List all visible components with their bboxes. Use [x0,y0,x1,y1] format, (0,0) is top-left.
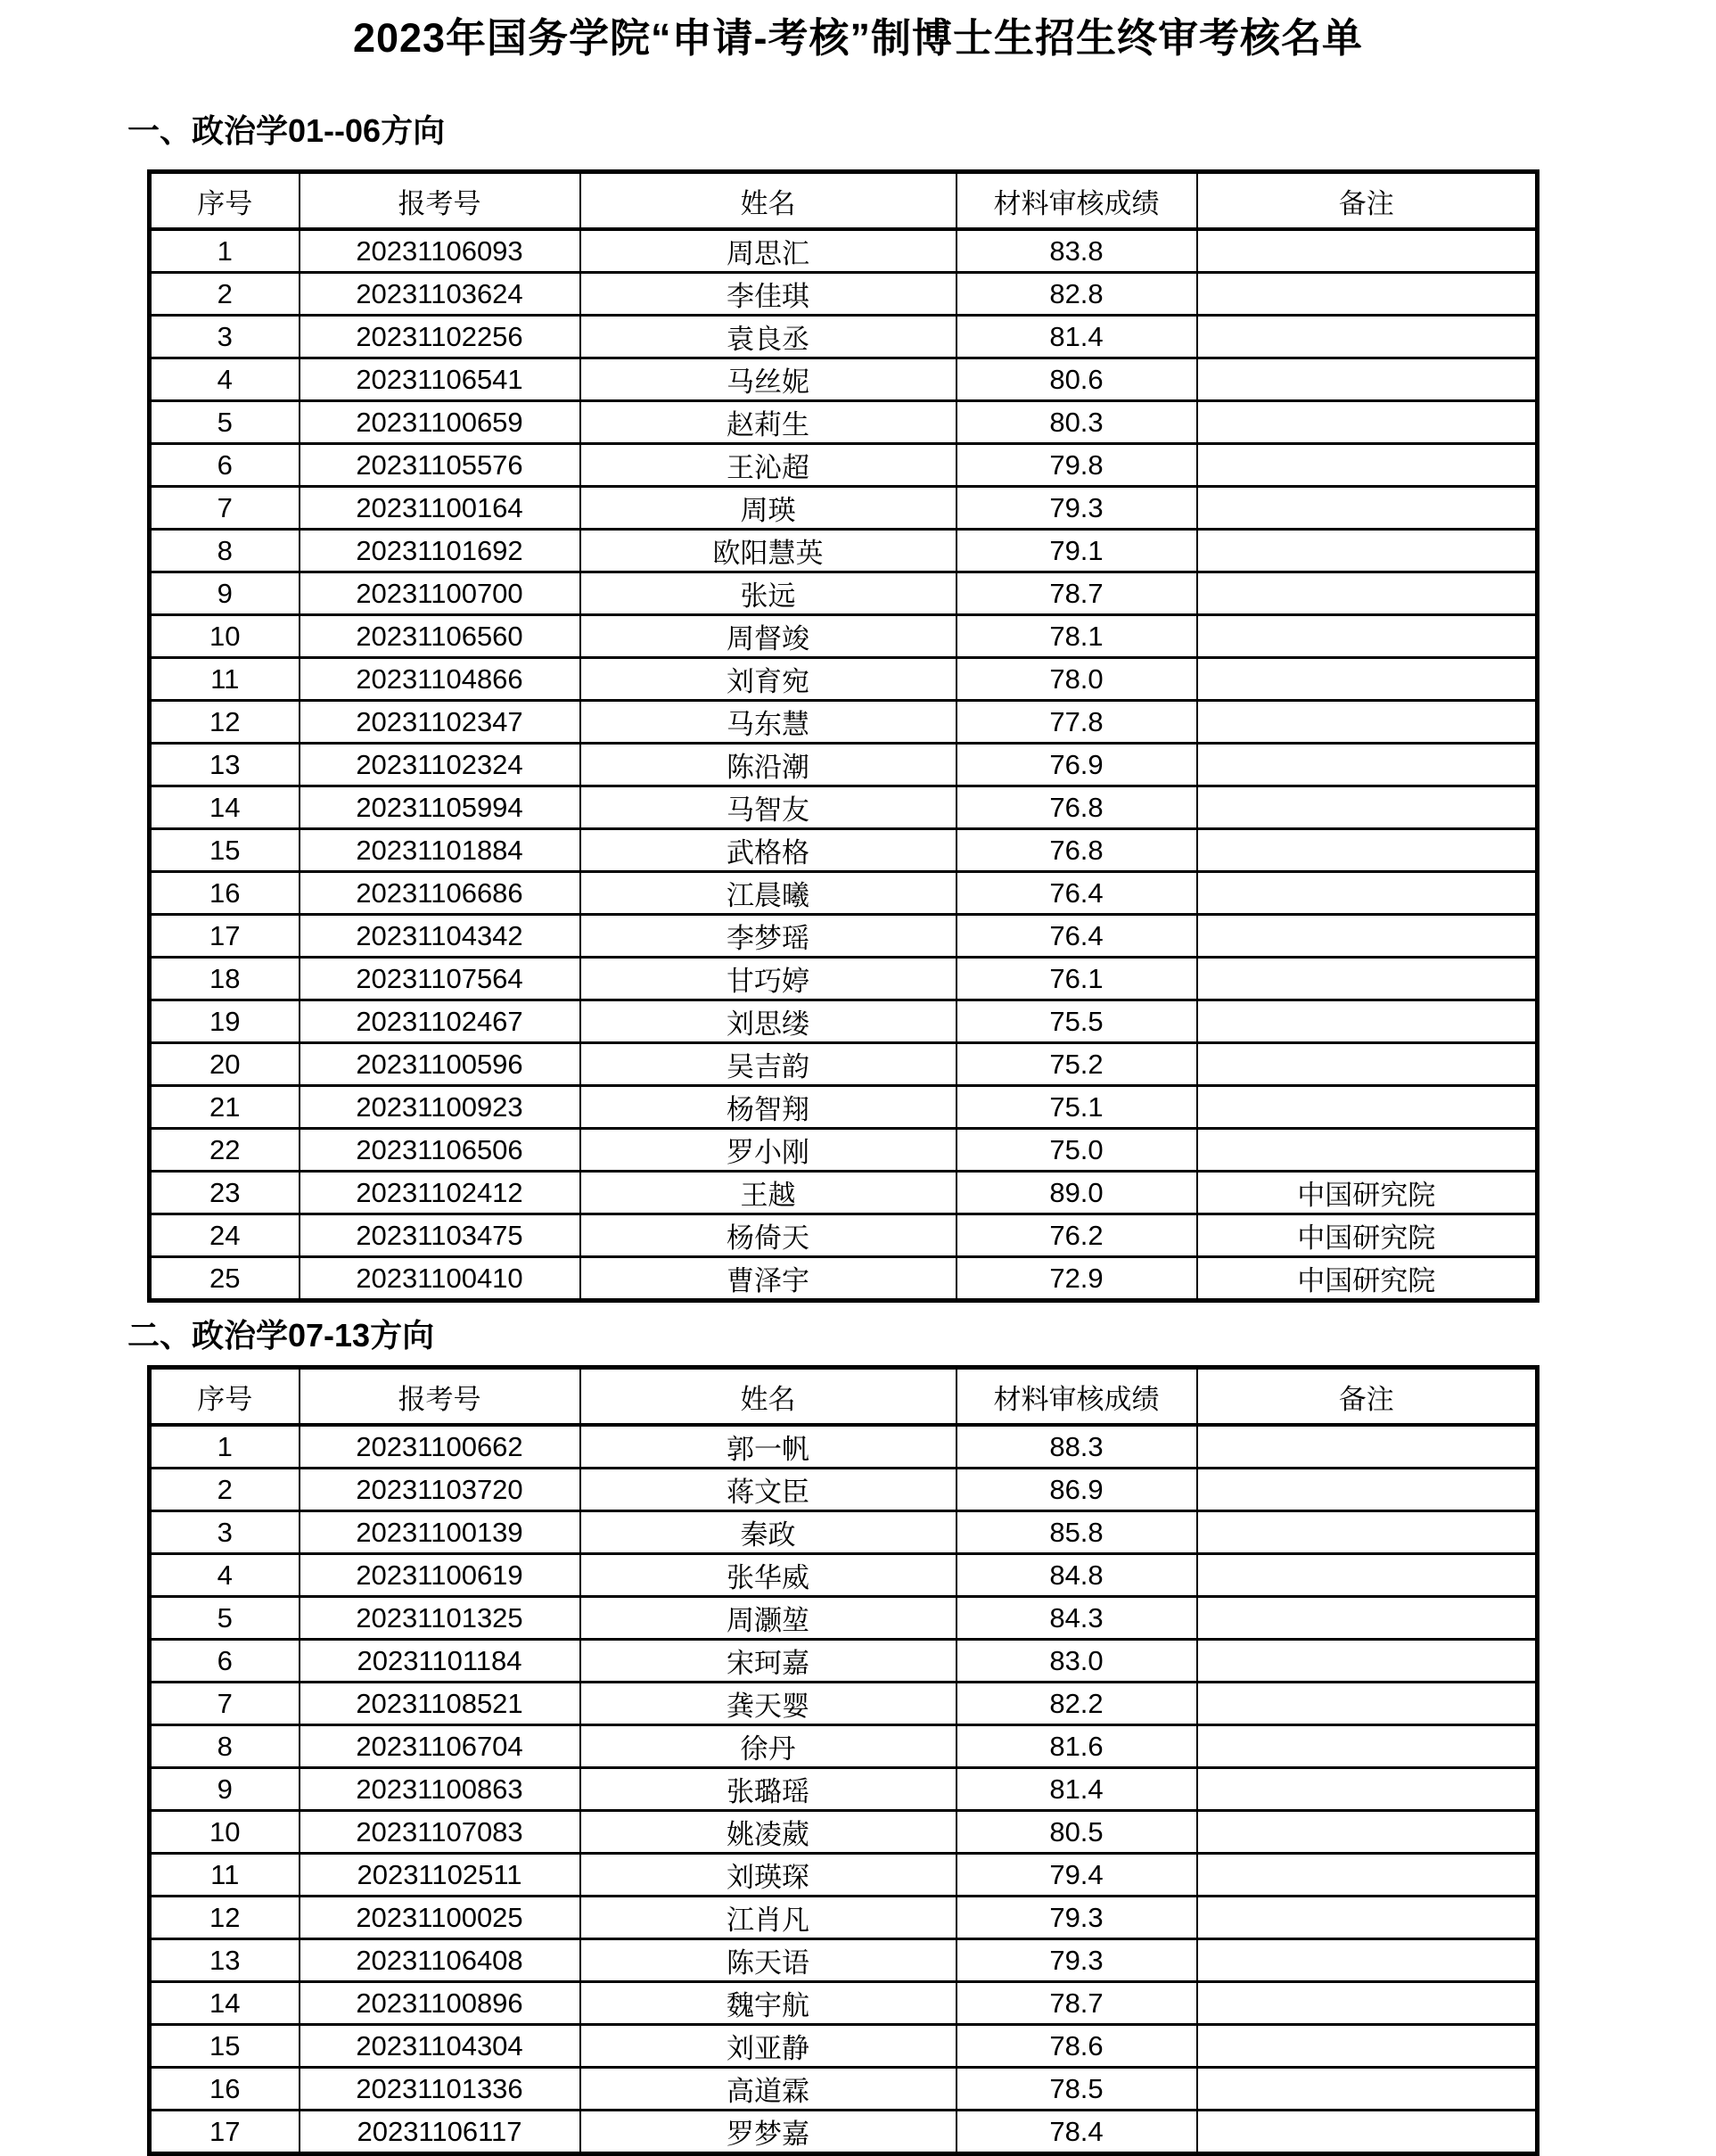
score-cell: 78.7 [957,1982,1197,2025]
application-number-cell: 20231100659 [300,401,580,444]
row-number-cell: 24 [150,1214,300,1257]
note-cell [1197,1425,1538,1469]
row-number-cell: 5 [150,1597,300,1640]
note-cell [1197,1854,1538,1897]
score-cell: 78.4 [957,2111,1197,2154]
note-cell [1197,872,1538,915]
note-cell: 中国研究院 [1197,1257,1538,1301]
score-cell: 80.6 [957,358,1197,401]
application-number-cell: 20231106117 [300,2111,580,2154]
application-number-cell: 20231104304 [300,2025,580,2068]
name-cell: 魏宇航 [580,1982,957,2025]
name-cell: 周督竣 [580,615,957,658]
application-number-cell: 20231102511 [300,1854,580,1897]
header-score: 材料审核成绩 [957,1368,1197,1426]
note-cell [1197,530,1538,572]
note-cell [1197,1000,1538,1043]
application-number-cell: 20231106686 [300,872,580,915]
name-cell: 高道霖 [580,2068,957,2111]
table-row [150,1854,1538,1897]
score-cell: 76.8 [957,829,1197,872]
application-number-cell: 20231105576 [300,444,580,487]
score-cell: 76.1 [957,958,1197,1000]
score-cell: 79.3 [957,1939,1197,1982]
name-cell: 欧阳慧英 [580,530,957,572]
row-number-cell: 5 [150,401,300,444]
name-cell: 宋珂嘉 [580,1640,957,1683]
score-cell: 88.3 [957,1425,1197,1469]
name-cell: 刘亚静 [580,2025,957,2068]
application-number-cell: 20231101184 [300,1640,580,1683]
application-number-cell: 20231102467 [300,1000,580,1043]
name-cell: 李佳琪 [580,273,957,316]
application-number-cell: 20231103624 [300,273,580,316]
application-number-cell: 20231100923 [300,1086,580,1129]
application-number-cell: 20231106506 [300,1129,580,1172]
name-cell: 罗梦嘉 [580,2111,957,2154]
row-number-cell: 8 [150,1725,300,1768]
table-row [150,1469,1538,1511]
score-cell: 89.0 [957,1172,1197,1214]
table-row [150,1939,1538,1982]
name-cell: 蒋文臣 [580,1469,957,1511]
name-cell: 杨智翔 [580,1086,957,1129]
header-name: 姓名 [580,1368,957,1426]
name-cell: 徐丹 [580,1725,957,1768]
roster-table-1 [147,169,1539,1303]
application-number-cell: 20231103475 [300,1214,580,1257]
row-number-cell: 14 [150,786,300,829]
row-number-cell: 20 [150,1043,300,1086]
table-row [150,1086,1538,1129]
application-number-cell: 20231102347 [300,701,580,744]
table-row [150,316,1538,358]
score-cell: 78.7 [957,572,1197,615]
note-cell [1197,2111,1538,2154]
score-cell: 85.8 [957,1511,1197,1554]
table-row [150,829,1538,872]
table-row [150,487,1538,530]
table-row [150,444,1538,487]
name-cell: 刘育宛 [580,658,957,701]
name-cell: 袁良丞 [580,316,957,358]
header-score: 材料审核成绩 [957,172,1197,230]
section-heading-1: 一、政治学01--06方向 [127,112,446,149]
row-number-cell: 1 [150,229,300,273]
name-cell: 赵莉生 [580,401,957,444]
note-cell [1197,1043,1538,1086]
score-cell: 81.6 [957,1725,1197,1768]
score-cell: 83.8 [957,229,1197,273]
score-cell: 78.5 [957,2068,1197,2111]
score-cell: 82.2 [957,1683,1197,1725]
row-number-cell: 19 [150,1000,300,1043]
header-name: 姓名 [580,172,957,230]
row-number-cell: 6 [150,444,300,487]
table-row [150,1811,1538,1854]
name-cell: 江晨曦 [580,872,957,915]
row-number-cell: 17 [150,915,300,958]
note-cell [1197,915,1538,958]
score-cell: 72.9 [957,1257,1197,1301]
row-number-cell: 17 [150,2111,300,2154]
name-cell: 曹泽宇 [580,1257,957,1301]
page-title: 2023年国务学院“申请-考核”制博士生招生终审考核名单 [352,15,1364,61]
application-number-cell: 20231100662 [300,1425,580,1469]
row-number-cell: 10 [150,1811,300,1854]
score-cell: 79.3 [957,1897,1197,1939]
note-cell [1197,829,1538,872]
application-number-cell: 20231106541 [300,358,580,401]
table-row [150,1425,1538,1469]
roster-table-2 [147,1365,1539,2156]
name-cell: 马丝妮 [580,358,957,401]
name-cell: 张华威 [580,1554,957,1597]
table-row [150,1768,1538,1811]
score-cell: 75.5 [957,1000,1197,1043]
application-number-cell: 20231101884 [300,829,580,872]
note-cell [1197,701,1538,744]
application-number-cell: 20231107564 [300,958,580,1000]
application-number-cell: 20231100619 [300,1554,580,1597]
row-number-cell: 11 [150,1854,300,1897]
name-cell: 吴吉韵 [580,1043,957,1086]
table-row [150,1129,1538,1172]
score-cell: 76.4 [957,872,1197,915]
row-number-cell: 2 [150,273,300,316]
note-cell [1197,1683,1538,1725]
name-cell: 张远 [580,572,957,615]
section-heading-2: 二、政治学07-13方向 [127,1317,435,1354]
row-number-cell: 25 [150,1257,300,1301]
table-row [150,1214,1538,1257]
name-cell: 周思汇 [580,229,957,273]
table-row [150,572,1538,615]
row-number-cell: 7 [150,487,300,530]
table-row [150,1043,1538,1086]
note-cell [1197,273,1538,316]
score-cell: 77.8 [957,701,1197,744]
application-number-cell: 20231103720 [300,1469,580,1511]
note-cell: 中国研究院 [1197,1172,1538,1214]
header-index: 序号 [150,172,300,230]
table-row [150,1597,1538,1640]
row-number-cell: 21 [150,1086,300,1129]
score-cell: 79.8 [957,444,1197,487]
note-cell [1197,615,1538,658]
application-number-cell: 20231100410 [300,1257,580,1301]
score-cell: 76.2 [957,1214,1197,1257]
name-cell: 陈天语 [580,1939,957,1982]
note-cell [1197,1811,1538,1854]
score-cell: 83.0 [957,1640,1197,1683]
application-number-cell: 20231104342 [300,915,580,958]
row-number-cell: 14 [150,1982,300,2025]
row-number-cell: 9 [150,1768,300,1811]
name-cell: 姚凌葳 [580,1811,957,1854]
note-cell [1197,1640,1538,1683]
row-number-cell: 11 [150,658,300,701]
table-header-row [150,1368,1538,1426]
application-number-cell: 20231106408 [300,1939,580,1982]
application-number-cell: 20231105994 [300,786,580,829]
application-number-cell: 20231102324 [300,744,580,786]
name-cell: 张璐瑶 [580,1768,957,1811]
table-row [150,872,1538,915]
score-cell: 79.1 [957,530,1197,572]
note-cell [1197,1597,1538,1640]
row-number-cell: 10 [150,615,300,658]
row-number-cell: 18 [150,958,300,1000]
row-number-cell: 7 [150,1683,300,1725]
table-row [150,2025,1538,2068]
header-note: 备注 [1197,172,1538,230]
score-cell: 76.9 [957,744,1197,786]
note-cell [1197,1086,1538,1129]
row-number-cell: 3 [150,1511,300,1554]
row-number-cell: 9 [150,572,300,615]
score-cell: 84.8 [957,1554,1197,1597]
score-cell: 81.4 [957,1768,1197,1811]
application-number-cell: 20231100596 [300,1043,580,1086]
name-cell: 刘思缕 [580,1000,957,1043]
name-cell: 马东慧 [580,701,957,744]
application-number-cell: 20231106704 [300,1725,580,1768]
row-number-cell: 4 [150,1554,300,1597]
table-row [150,1511,1538,1554]
note-cell [1197,1129,1538,1172]
application-number-cell: 20231100025 [300,1897,580,1939]
score-cell: 79.4 [957,1854,1197,1897]
note-cell [1197,1939,1538,1982]
score-cell: 78.6 [957,2025,1197,2068]
note-cell [1197,1897,1538,1939]
score-cell: 84.3 [957,1597,1197,1640]
application-number-cell: 20231101325 [300,1597,580,1640]
score-cell: 76.4 [957,915,1197,958]
score-cell: 86.9 [957,1469,1197,1511]
table-row [150,2111,1538,2154]
name-cell: 王沁超 [580,444,957,487]
row-number-cell: 8 [150,530,300,572]
score-cell: 80.3 [957,401,1197,444]
name-cell: 甘巧婷 [580,958,957,1000]
name-cell: 龚天婴 [580,1683,957,1725]
table-row [150,1172,1538,1214]
application-number-cell: 20231104866 [300,658,580,701]
row-number-cell: 12 [150,1897,300,1939]
table-row [150,701,1538,744]
application-number-cell: 20231106093 [300,229,580,273]
table-row [150,229,1538,273]
name-cell: 陈沿潮 [580,744,957,786]
name-cell: 刘瑛琛 [580,1854,957,1897]
note-cell [1197,444,1538,487]
name-cell: 马智友 [580,786,957,829]
table-row [150,1725,1538,1768]
score-cell: 76.8 [957,786,1197,829]
row-number-cell: 13 [150,744,300,786]
note-cell [1197,1768,1538,1811]
row-number-cell: 22 [150,1129,300,1172]
note-cell [1197,358,1538,401]
table-row [150,915,1538,958]
name-cell: 李梦瑶 [580,915,957,958]
note-cell [1197,744,1538,786]
name-cell: 杨倚天 [580,1214,957,1257]
note-cell [1197,1511,1538,1554]
row-number-cell: 2 [150,1469,300,1511]
note-cell [1197,316,1538,358]
application-number-cell: 20231102412 [300,1172,580,1214]
note-cell [1197,2025,1538,2068]
score-cell: 81.4 [957,316,1197,358]
name-cell: 郭一帆 [580,1425,957,1469]
name-cell: 周瑛 [580,487,957,530]
row-number-cell: 13 [150,1939,300,1982]
table-row [150,958,1538,1000]
name-cell: 罗小刚 [580,1129,957,1172]
score-cell: 75.0 [957,1129,1197,1172]
header-index: 序号 [150,1368,300,1426]
table-row [150,1982,1538,2025]
application-number-cell: 20231101336 [300,2068,580,2111]
score-cell: 75.2 [957,1043,1197,1086]
table-row [150,1554,1538,1597]
application-number-cell: 20231107083 [300,1811,580,1854]
note-cell [1197,958,1538,1000]
row-number-cell: 23 [150,1172,300,1214]
note-cell [1197,229,1538,273]
table-row [150,1683,1538,1725]
score-cell: 78.1 [957,615,1197,658]
application-number-cell: 20231106560 [300,615,580,658]
note-cell [1197,572,1538,615]
name-cell: 秦政 [580,1511,957,1554]
table-row [150,530,1538,572]
score-cell: 78.0 [957,658,1197,701]
header-application-number: 报考号 [300,1368,580,1426]
row-number-cell: 15 [150,829,300,872]
table-row [150,273,1538,316]
table-row [150,658,1538,701]
score-cell: 75.1 [957,1086,1197,1129]
note-cell [1197,1554,1538,1597]
table-row [150,1640,1538,1683]
note-cell [1197,487,1538,530]
name-cell: 武格格 [580,829,957,872]
table-row [150,786,1538,829]
row-number-cell: 16 [150,2068,300,2111]
score-cell: 79.3 [957,487,1197,530]
score-cell: 80.5 [957,1811,1197,1854]
name-cell: 王越 [580,1172,957,1214]
table-row [150,2068,1538,2111]
application-number-cell: 20231101692 [300,530,580,572]
application-number-cell: 20231100164 [300,487,580,530]
note-cell [1197,401,1538,444]
note-cell [1197,658,1538,701]
note-cell [1197,2068,1538,2111]
header-application-number: 报考号 [300,172,580,230]
application-number-cell: 20231102256 [300,316,580,358]
row-number-cell: 4 [150,358,300,401]
table-row [150,401,1538,444]
table-row [150,1257,1538,1301]
application-number-cell: 20231100863 [300,1768,580,1811]
score-cell: 82.8 [957,273,1197,316]
row-number-cell: 1 [150,1425,300,1469]
application-number-cell: 20231100139 [300,1511,580,1554]
table-header-row [150,172,1538,230]
row-number-cell: 15 [150,2025,300,2068]
table-row [150,615,1538,658]
name-cell: 江肖凡 [580,1897,957,1939]
application-number-cell: 20231100700 [300,572,580,615]
note-cell [1197,1469,1538,1511]
note-cell: 中国研究院 [1197,1214,1538,1257]
header-note: 备注 [1197,1368,1538,1426]
table-row [150,744,1538,786]
table-row [150,1897,1538,1939]
table-row [150,358,1538,401]
row-number-cell: 6 [150,1640,300,1683]
note-cell [1197,786,1538,829]
table-row [150,1000,1538,1043]
application-number-cell: 20231100896 [300,1982,580,2025]
row-number-cell: 3 [150,316,300,358]
note-cell [1197,1725,1538,1768]
row-number-cell: 16 [150,872,300,915]
name-cell: 周灏堃 [580,1597,957,1640]
application-number-cell: 20231108521 [300,1683,580,1725]
row-number-cell: 12 [150,701,300,744]
note-cell [1197,1982,1538,2025]
